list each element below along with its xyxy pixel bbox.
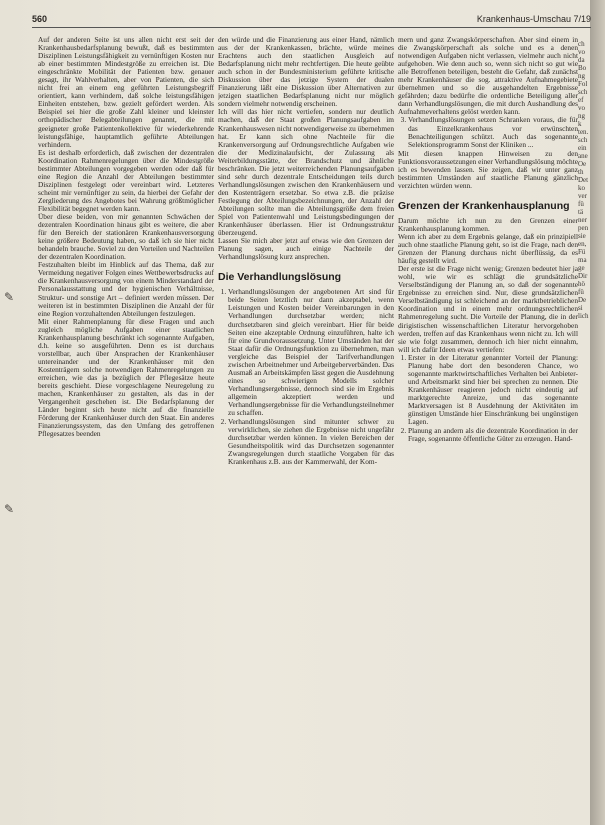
- page-edge-shadow: [590, 0, 605, 825]
- list-item: 1. Verhandlungslösungen der angebotenen Art sind für beide Seiten letztlich nur dann akzeptabel, wenn Leistungen und Kosten beider Vereinbarungen in den Verhandlungen durchsetzbar werden; nicht durchsetzbaren sind gleich vereinbart. Hier für beide Seiten eine akzeptable Ordnung einzuführen, halte ich für eine Grundvoraussetzung. Unter Umständen hat der Staat dafür die Ordnungsfunktion zu übernehmen, man vergleiche das Beispiel der Tarifverhandlungen zwischen Arbeitnehmer und Arbeitgeberverbänden. Das Ausmaß an Arbeitskämpfen lässt gegen die Ausdehnung eines so schwierigen Modells solcher Verhandlungsergebnisse, dennoch sind sie im Ergebnis allgemein akzeptiert werden und Verhandlungsergebnisse für die Verhandlungsteilnehmer zu schaffen.: [228, 288, 394, 417]
- header-rule: [32, 27, 591, 28]
- running-title: Krankenhaus-Umschau 7/19: [476, 14, 591, 24]
- paragraph: Auf der anderen Seite ist uns allen nicht erst seit der Krankenhausbedarfsplanung bewußt, daß es bestimmten Disziplinen Leistungsfähigkeit zu vernünftigen Kosten nur ab einer bestimmten Mindestgröße zu erreichen ist. Die eingeschränkte Mobilität der Patienten bzw. genauer gesagt, ihr Wahlverhalten, aber von Patienten, die sich nicht frei an einem eng geführten Leistungsbegriff orientiert, kann verhindern, daß solche leistungsfähigen Einheiten entstehen, bzw. gezielt gefördert werden. Als Beispiel sei hier die große Zahl kleiner und kleinster orthopädischer Belegabteilungen genannt, die mit geeigneter große Patientenkollektive für wiederkehrende leistungsfähige, hauptamtlich geführte Abteilungen verhindern.: [38, 36, 214, 149]
- paragraph: Lassen Sie mich aber jetzt auf etwas wie den Grenzen der Planung sagen, auch einige Nachteile der Verhandlungslösung kurz ansprechen.: [218, 236, 394, 262]
- numbered-list: [398, 354, 578, 444]
- paragraph: Darum möchte ich nun zu den Grenzen einer Krankenhausplanung kommen.: [398, 215, 578, 233]
- adjacent-page-strip: ch vo da Bo ng Fol sch ef vo ng k ten. sch ein ane Oe th Det ko ver fü tä ner pen sie en, Fü ma ge Dir hö fü De si lich: [578, 40, 589, 320]
- column-left: [38, 36, 214, 816]
- page-header: [32, 14, 591, 28]
- paragraph: Der erste ist die Frage nicht wenig; Grenzen bedeutet hier ja wohl, wie wir es schlägt die grundsätzliche Verselbständigung der Planung an, so daß der sogenannte Ergebnisse zu erreichen sind. Nur, diese grundsätzlichen Verselbständigung ist schleichend an der marktbetrieblichen Koordination und in einem mehr ordnungsrechtlichen Rahmenregelung sucht. Die Vorteile der Planung, die in der dirigistischen wissenschaftlichen Literatur hervorgehoben werden, treffen auf das Krankenhaus wenn nicht zu. Ich will sie wie folgt zusammen, dennoch ich hier nicht einnahm, will ich dafür Ideen etwas vertiefen:: [398, 264, 578, 354]
- paragraph: Über diese beiden, von mir genannten Schwächen der dezentralen Koordination hinaus gibt es weitere, die aber für den Bereich der stationären Krankenhausversorgung keine größere Bedeutung haben, so daß ich sie hier nicht behandeln brauche. Soviel zu den Vorteilen und Nachteilen der dezentralen Koordination.: [38, 212, 214, 262]
- page-number: 560: [32, 14, 48, 24]
- list-item: 3. Verhandlungslösungen setzen Schranken voraus, die für das Einzelkrankenhaus vor erwünschten Benachteiligungen schützt. Auch das sogenannte Selektionsprogramm Sonst der Kliniken ...: [408, 116, 578, 148]
- section-heading: Die Verhandlungslösung: [218, 271, 342, 284]
- paragraph: Es ist deshalb erforderlich, daß zwischen der dezentralen Koordination Rahmenregelungen über die Mindestgröße bestimmter Abteilungen vorgegeben werden oder daß für eine Region die Anzahl der Abteilungen bestimmter Disziplinen festgelegt oder vereinbart wird. Letzteres scheint mir vernünftiger zu sein, da hierbei der Gefahr der Zergliederung des Angebotes bei Wahrung größtmöglicher Flexibilität begegnet werden kann.: [38, 147, 214, 213]
- list-item: 1. Erster in der Literatur genannter Vorteil der Planung: Planung habe dort den besonderen Chance, wo sogenannte marktwirtschaftliches Verhalten bei Anbieter- und Arbeitsmarkt sind hier bei sprechen zu nennen. Die Krankenhäuser reagieren jedoch nicht eindeutig auf marktgerechte Anreize, und das sogenannte Marktversagen ist 8 Ausdehnung der Aktivitäten im günstigen Umstände hier Einschränkung bei ungünstigen Lagen.: [408, 354, 578, 426]
- paragraph: Mit einer Rahmenplanung für diese Fragen und auch zugleich mögliche Aufgaben einer staatlichen Krankenhausplanung beschränkt ich sogenannte Aufgaben, d.h. keine so ausgeführten. Denn es ist durchaus vorstellbar, auch über Ansprachen der Krankenhäuser untereinander und der Krankenhäuser mit den Kostenträgern solche notwendigen Rahmenregelungen zu erreichen, wie das ja bezüglich der Pflegesätze heute bereits geschieht. Diese vorgeschlagene Neuregelung zu machen, Krankenhäuser zu gestalten, als das in der Vergangenheit geschehen ist. Die Bedarfsplanung der Länder beginnt sich heute nicht auf die finanzielle Förderung der Krankenhäuser durch den Staat. Ein anderes Finanzierungssystem, das den Umfang des getroffenen Pflegesatzes beenden: [38, 316, 214, 439]
- column-middle: [218, 36, 394, 816]
- numbered-list: [398, 116, 578, 148]
- paragraph: mern und ganz Zwangskörperschaften. Aber sind einem in die Zwangskörperschaft als solche und es a denen notwendigen Aufgaben nicht verlassen, vielmehr auch nicht aufgehoben. Wie denn auch so, wenn sich nicht so gut wie alle Betroffenen beteiligen, besteht die Gefahr, daß zunächst mehr Krankenhäuser die sog. attraktive Aufnahmegebiete übernehmen und so die ausgehandelten Ergebnisse gefährden; dazu bedürfte die ordentliche Beteiligung aller dann Verhandlungslösungen, die mit durch Aushandlung des Aufnahmeverhaltens gelöst werden kann.: [398, 36, 578, 117]
- paragraph: Mit diesen knappen Hinweisen zu den Funktionsvoraussetzungen einer Verhandlungslösung möchte ich es bewenden lassen. Sie zeigen, daß wir unter ganz bestimmten Umständen auf staatliche Planung gänzlich verzichten würden wenn.: [398, 148, 578, 190]
- pencil-mark-icon: ✎: [4, 290, 15, 304]
- column-right: [398, 36, 578, 816]
- paragraph: Ich will das hier nicht vertiefen, sondern nur deutlich machen, daß der Staat großen Planungsaufgaben im Krankenhauswesen nicht notwendigerweise zu übernehmen hat. Er kann sich ohne Nachteile für die Krankenversorgung auf Ordnungsrechtliche Aufgaben wie die der Medizinalaufsicht, der Zulassung als Weiterbildungsstätte, der Brandschutz und ähnliche beschränken. Die jetzt weiterreichenden Planungsaufgaben sind sehr durch dezentrale Entscheidungen teils durch Verhandlungslösungen zwischen den Krankenhäusern und den Kostenträgern ersetzbar. So etwa z.B. die präzise Festlegung der Abteilungsbezeichnungen, der Anzahl der Abteilungen sollte man die Abteilungsgröße dem freien Spiel von Patientenwahl und Leistungsbedingungen der Krankenhäuser überlassen. Hier ist Ordnungsstruktur überzeugend.: [218, 107, 394, 238]
- numbered-list: [218, 288, 394, 466]
- list-item: 2. Planung an andern als die dezentrale Koordination in der Frage, sogenannte öffentliche Güter zu erzeugen. Hand-: [408, 427, 578, 443]
- pencil-mark-icon: ✎: [4, 502, 15, 516]
- section-heading: Grenzen der Krankenhausplanung: [398, 199, 570, 212]
- paragraph: Festzuhalten bleibt im Hinblick auf das Thema, daß zur Vermeidung negativer Folgen eines Wettbewerbsdrucks auf die Krankenhausversorgung von einem Minderstandard der Personalausstattung und der hygienischen Verhältnisse, Struktur- und sonstige Art – definiert werden müssen. Der weiteren ist in bestimmten Disziplinen die Anzahl der für eine Region vorzuhaltenden Abteilungen festzulegen.: [38, 260, 214, 318]
- paragraph: Wenn ich aber zu dem Ergebnis gelange, daß ein prinzipiell auch ohne staatliche Planung geht, so ist die Frage, nach den Grenzen der Planung durchaus nicht überflüssig, da es häufig gestellt wird.: [398, 231, 578, 266]
- list-item: 2. Verhandlungslösungen sind mitunter schwer zu verwirklichen, sie ziehen die Ergebnisse nicht ungefähr durchsetzbar werden können. In vielen Bereichen der Gesundheitspolitik wird das Durchsetzen sogenannter Zwangsregelungen durch staatliche Vorgaben für das Krankenhaus z.B. aus der Kammerwahl, der Kom-: [228, 418, 394, 466]
- paragraph: den würde und die Finanzierung aus einer Hand, nämlich aus der der Krankenkassen, brächte, würde meines Erachtens auch den staatlichen Ausgleich auf Bedarfsplanung nicht mehr rechtfertigen. Die heute geübte auch schon in der Bundesministerium geführte kritische Diskussion über das jetzige System der dualen Finanzierung läßt eine Diskussion über Alternativen zur jetzigen staatlichen Bedarfsplanung nicht nur möglich sondern vielmehr notwendig erscheinen.: [218, 36, 394, 109]
